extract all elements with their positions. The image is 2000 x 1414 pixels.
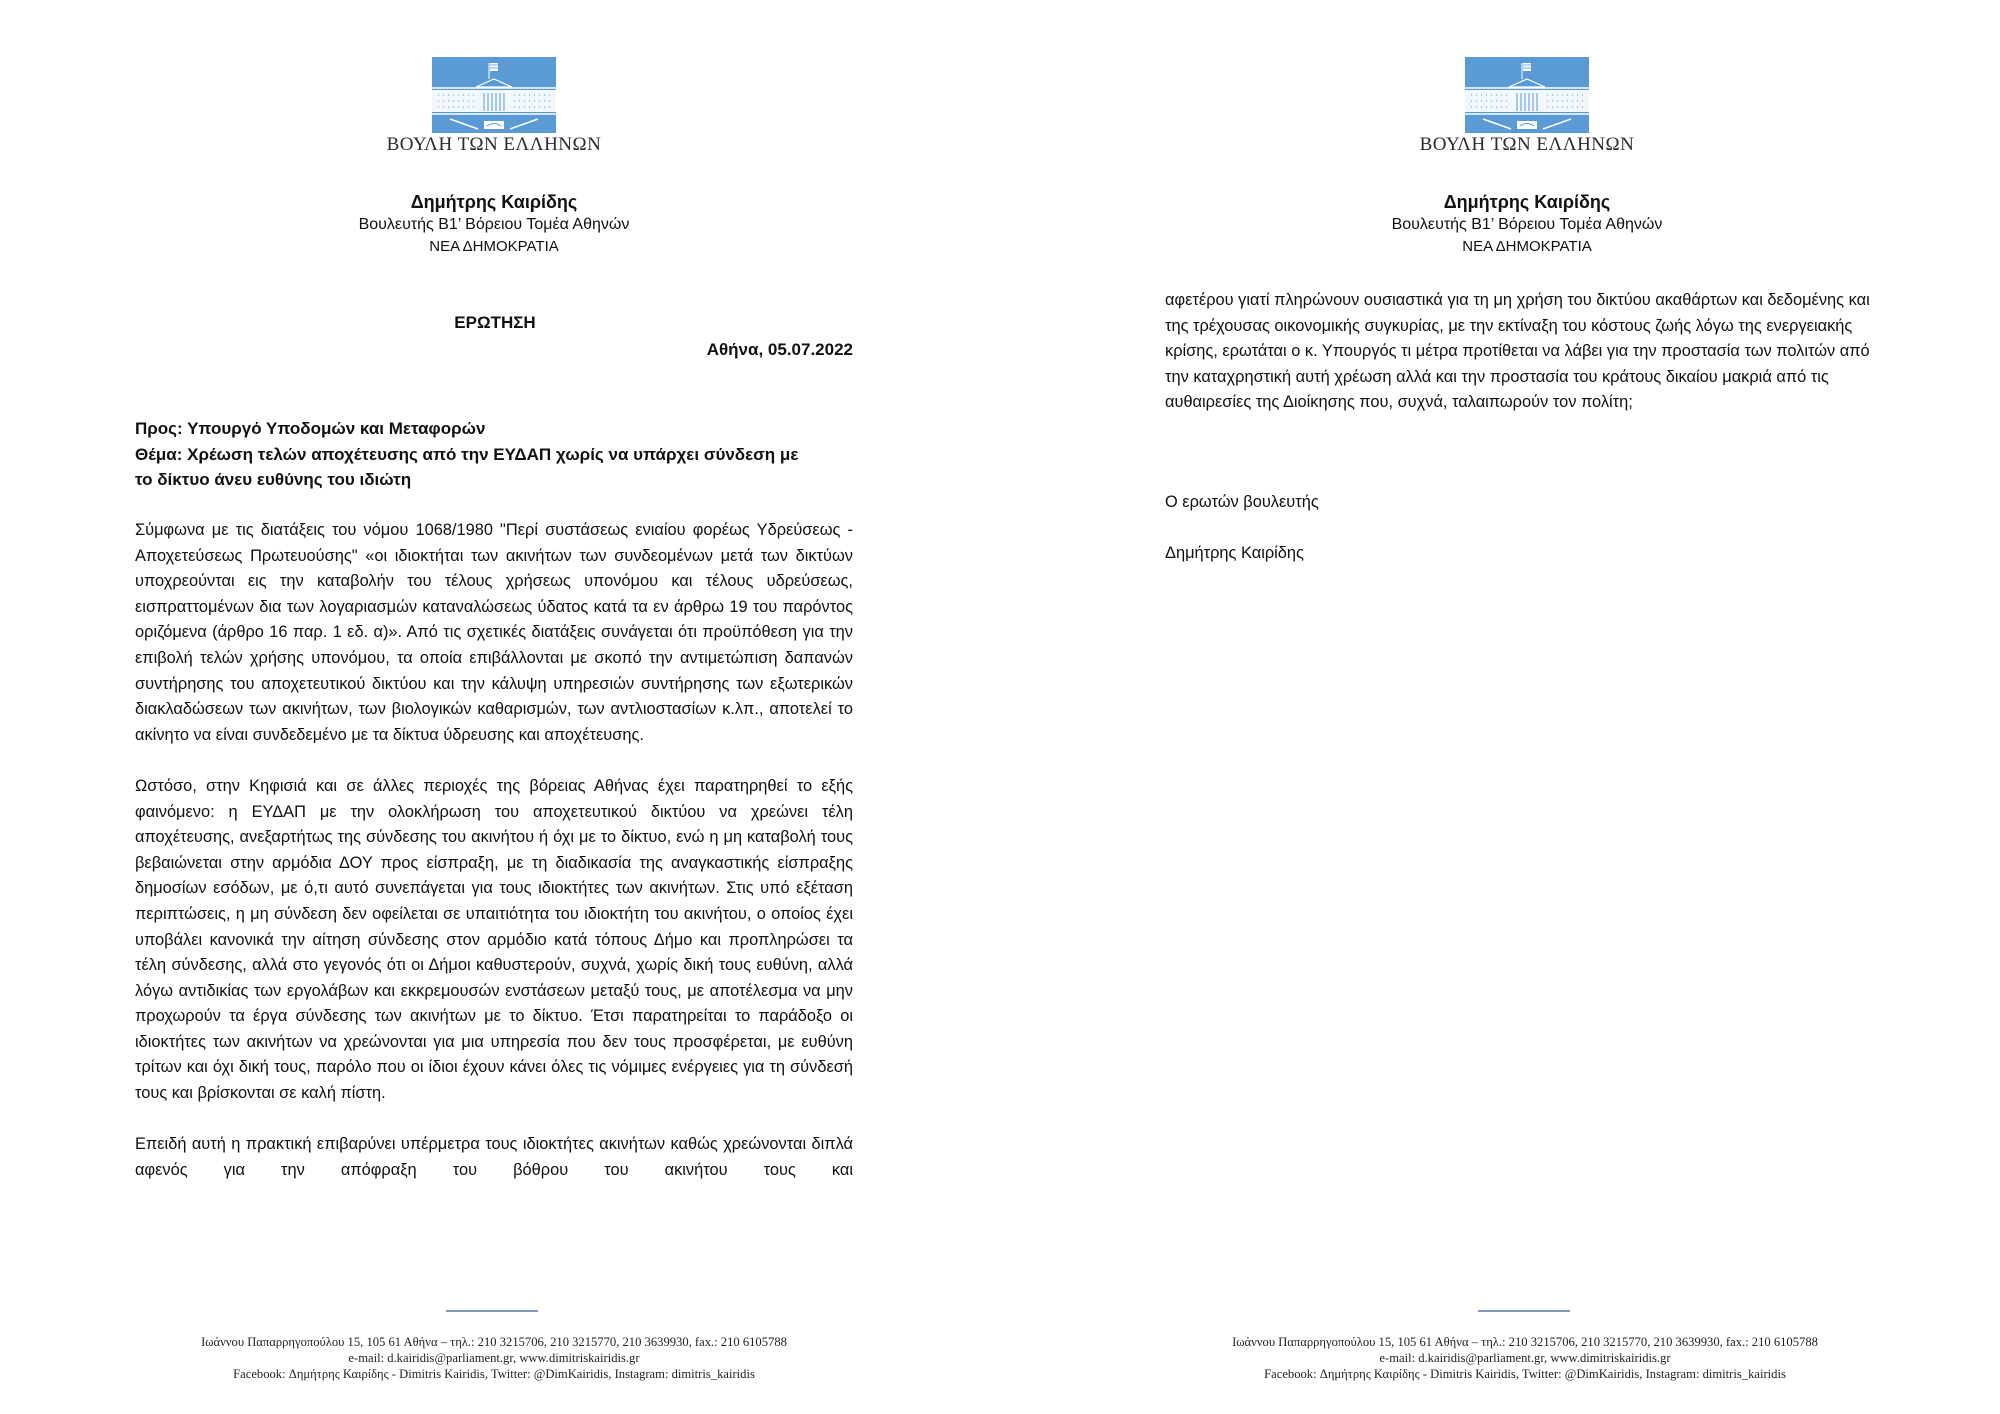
mp-header [284,190,704,258]
parliament-building-icon [430,57,558,133]
subject-line [135,442,875,493]
body-paragraph: Σύμφωνα με τις διατάξεις του νόμου 1068/1980 "Περί συστάσεως ενιαίου φορέως Υδρεύσεως - Αποχετεύσεως Πρωτευούσης" «οι ιδιοκτήται των ακινήτων των συνδεομένων μετά των δικτύων υποχρεούνται εις την καταβολήν του τέλους χρήσεως υπονόμου και τέλους υδρεύσεως, εισπραττομένων δια των λογαριασμών καταναλώσεως ύδατος κατά τα εν άρθρω 19 του παρόντος οριζόμενα (άρθρο 16 παρ. 1 εδ. α)». Από τις σχετικές διατάξεις συνάγεται ότι προϋπόθεση για την επιβολή τελών χρήσης υπονόμου, τα οποία επιβάλλονται με σκοπό την αντιμετώπιση δαπανών συντήρησης του αποχετευτικού δικτύου και την κάλυψη υπηρεσιών συντήρησης των εξωτερικών διακλαδώσεων των ακινήτων, των βιολογικών καθαρισμών, των αντλιοστασίων κ.λπ., αποτελεί το ακίνητο να είναι συνδεδεμένο με τα δίκτυα ύδρευσης και αποχέτευσης. [135,521,853,744]
signoff-label: Ο ερωτών βουλευτής [1165,493,1319,511]
mp-party: ΝΕΑ ΔΗΜΟΚΡΑΤΙΑ [429,238,559,255]
mp-party: ΝΕΑ ΔΗΜΟΚΡΑΤΙΑ [1462,238,1592,255]
mp-name: Δημήτρης Καιρίδης [410,192,578,212]
page-2-body [1165,288,1889,442]
footer-address: Ιωάννου Παπαρρηγοπούλου 15, 105 61 Αθήνα – τηλ.: 210 3215706, 210 3215770, 210 3639930, fax.: 210 6105788 [201,1335,787,1349]
mp-role: Βουλευτής Β1’ Βόρειου Τομέα Αθηνών [358,216,630,233]
footer-divider [446,1310,538,1312]
mp-header [1317,190,1737,258]
subject-line-2: το δίκτυο άνευ ευθύνης του ιδιώτη [135,470,412,489]
recipient-line: Προς: Υπουργό Υποδομών και Μεταφορών [135,419,486,438]
footer-contact: e-mail: d.kairidis@parliament.gr, www.dimitriskairidis.gr [1379,1351,1671,1365]
footer-address: Ιωάννου Παπαρρηγοπούλου 15, 105 61 Αθήνα – τηλ.: 210 3215706, 210 3215770, 210 3639930, fax.: 210 6105788 [1232,1335,1818,1349]
document-type: ΕΡΩΤΗΣΗ [454,313,536,332]
document-date: Αθήνα, 05.07.2022 [706,340,853,359]
mp-name: Δημήτρης Καιρίδης [1443,192,1611,212]
footer-divider [1478,1310,1570,1312]
page-2-footer [1145,1334,1905,1382]
signoff-name: Δημήτρης Καιρίδης [1165,544,1304,562]
parliament-label: ΒΟΥΛΗ ΤΩΝ ΕΛΛΗΝΩΝ [1419,134,1635,155]
parliament-building-icon [1463,57,1591,133]
body-paragraph: Ωστόσο, στην Κηφισιά και σε άλλες περιοχές της βόρειας Αθήνας έχει παρατηρηθεί το εξής φαινόμενο: η ΕΥΔΑΠ με την ολοκλήρωση του αποχετευτικού δικτύου να χρεώνει τέλη αποχέτευσης, ανεξαρτήτως της σύνδεσης του ακινήτου ή όχι με το δίκτυο, ενώ η μη καταβολή τους βεβαιώνεται στην αρμόδια ΔΟΥ προς είσπραξη, με τη διαδικασία της αναγκαστικής είσπραξης δημοσίων εσόδων, με ό,τι αυτό συνεπάγεται για τους ιδιοκτήτες των ακινήτων. Στις υπό εξέταση περιπτώσεις, η μη σύνδεση δεν οφείλεται σε υπαιτιότητα του ιδιοκτήτη του ακινήτου, ο οποίος έχει υποβάλει κανονικά την αίτηση σύνδεσης στον αρμόδιο κατά τόπους Δήμο και προπληρώσει τα τέλη σύνδεσης, αλλά στο γεγονός ότι οι Δήμοι καθυστερούν, συχνά, χωρίς δική τους ευθύνη, αλλά λόγω αντιδικίας των εργολάβων και εκκρεμουσών ενστάσεων μεταξύ τους, με αποτέλεσμα να μην προχωρούν τα έργα σύνδεσης των ακινήτων με το δίκτυο. Έτσι παρατηρείται το παράδοξο οι ιδιοκτήτες των ακινήτων να χρεώνονται για μια υπηρεσία που δεν τους προσφέρεται, με ευθύνη τρίτων και όχι δική τους, παρόλο που οι ίδιοι έχουν κάνει όλες τις νόμιμες ενέργειες για τη σύνδεσή τους και βρίσκονται σε καλή πίστη. [135,776,853,1103]
footer-social: Facebook: Δημήτρης Καιρίδης - Dimitris Kairidis, Twitter: @DimKairidis, Instagram: dimitris_kairidis [1264,1367,1786,1381]
page-1-footer [114,1334,874,1382]
page-1-body [135,518,853,1209]
subject-line-1: Θέμα: Χρέωση τελών αποχέτευσης από την ΕΥΔΑΠ χωρίς να υπάρχει σύνδεση με [135,444,799,464]
body-paragraph: αφετέρου γιατί πληρώνουν ουσιαστικά για τη μη χρήση του δικτύου ακαθάρτων και δεδομένης και της τρέχουσας οικονομικής συγκυρίας, με την εκτίναξη του κόστους ζωής λόγω της ενεργειακής κρίσης, ερωτάται ο κ. Υπουργός τι μέτρα προτίθεται να λάβει για την προστασία των πολιτών από την καταχρηστική αυτή χρέωση αλλά και την προστασία του κράτους δικαίου μακριά από τις αυθαιρεσίες της Διοίκησης που, συχνά, ταλαιπωρούν τον πολίτη; [1165,291,1870,412]
body-paragraph: Επειδή αυτή η πρακτική επιβαρύνει υπέρμετρα τους ιδιοκτήτες ακινήτων καθώς χρεώνονται διπλά αφενός για την απόφραξη του βόθρου του ακινήτου τους και [135,1135,853,1179]
parliament-label: ΒΟΥΛΗ ΤΩΝ ΕΛΛΗΝΩΝ [386,134,602,155]
mp-role: Βουλευτής Β1’ Βόρειου Τομέα Αθηνών [1391,216,1663,233]
addressing-block [135,416,875,493]
footer-social: Facebook: Δημήτρης Καιρίδης - Dimitris Kairidis, Twitter: @DimKairidis, Instagram: dimitris_kairidis [233,1367,755,1381]
footer-contact: e-mail: d.kairidis@parliament.gr, www.dimitriskairidis.gr [348,1351,640,1365]
